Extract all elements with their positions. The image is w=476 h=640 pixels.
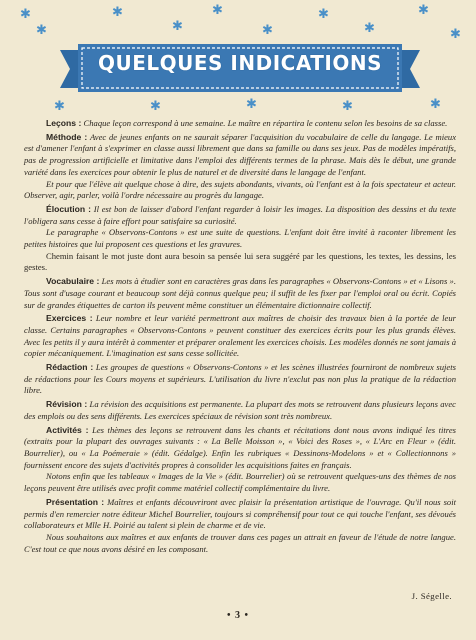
section-text: Il est bon de laisser d'abord l'enfant regarder à loisir les images. La disposition des dessins et du texte l'obligera sans cesse à faire effort pour satisfaire sa curiosité. <box>24 203 456 226</box>
section-exercices <box>24 313 456 360</box>
star-icon: ✱ <box>364 21 375 36</box>
section-text: Le paragraphe « Observons-Contons » est une suite de questions. L'enfant doit être invité à raconter librement les petites histoires que lui proposent ces questions et les gravures. <box>24 227 456 250</box>
section-text: Nous souhaitons aux maîtres et aux enfants de trouver dans ces pages un attrait en faveur de l'étude de notre langue. C'est tout ce que nous avons désiré en les composant. <box>24 531 456 554</box>
section-text: Chemin faisant le mot juste dont aura besoin sa pensée lui sera suggéré par les questions, les textes, les dessins, les gestes. <box>24 250 456 273</box>
section-heading: Rédaction : <box>46 362 94 373</box>
section-heading: Élocution : <box>46 203 91 214</box>
title-banner <box>60 40 420 96</box>
star-icon: ✱ <box>418 3 429 18</box>
section-elocution-extra <box>24 251 456 274</box>
section-text: Et pour que l'élève ait quelque chose à dire, des sujets abondants, vivants, où l'enfant est à la fois spectateur et acteur. Observer, agir, parler, voilà l'ordre nécessaire au progrès du langage. <box>24 178 456 201</box>
page-title: QUELQUES INDICATIONS <box>98 51 382 75</box>
section-vocabulaire <box>24 276 456 311</box>
star-icon: ✱ <box>318 7 329 22</box>
section-text: Les thèmes des leçons se retrouvent dans les chants et récitations dont nous avons indiqué les titres (extraits pour la plupart des ouvrages suivants : « La Belle Moisson », « Voici des Roses », « L'Arc en Fleur » (édit. Bourrelier), ou « La Poémeraie » (édit. Gédalge). Enfin les rubriques « Dessinons-Modelons » et « Collectionnons » fournissent encore des sujets d'activités propres à consolider les acquisitions faites en français. <box>24 424 456 470</box>
section-text: Notons enfin que les tableaux « Images de la Vie » (édit. Bourrelier) où se retrouvent quelques-uns des thèmes de nos leçons peuvent être utilisés avec profit comme matériel collectif complémentaire du livre. <box>24 471 456 494</box>
section-text: Maîtres et enfants découvriront avec plaisir la présentation artistique de l'ouvrage. Qu'il nous soit permis d'en remercier notre éditeur Michel Bourrelier, toujours si compréhensif pour tout ce qui touche l'enfant, ses dévoués collaborateurs et Mlle H. Poirié au talent si plein de charme et de vie. <box>24 496 457 531</box>
section-text: Les groupes de questions « Observons-Contons » et les scènes illustrées fourniront de nombreux sujets de rédactions pour les Cours moyens et supérieurs. L'utilisation du livre n'exclut pas non plus la pratique de la rédaction libre. <box>24 362 456 396</box>
star-icon: ✱ <box>212 3 223 18</box>
section-text: La révision des acquisitions est permanente. La plupart des mots se retrouvent dans plusieurs leçons avec des emplois ou des sens différents. Les exercices spéciaux de révision sont très nombreux. <box>24 399 456 421</box>
section-heading: Activités : <box>46 424 89 435</box>
star-icon: ✱ <box>20 7 31 22</box>
section-methode <box>24 132 456 179</box>
section-text: Avec de jeunes enfants on ne saurait séparer l'acquisition du vocabulaire de celle du langage. Le mieux est d'amener l'enfant à s'exprimer en classe aussi librement que dans sa famille ou dans ses jeux. Pas de modèles impératifs, pas de progression artificielle et limitative dans l'emploi des différents termes de la phrase. Mais dès le début, une grande variété dans les exercices pour obtenir le plus de naturel et de diversité dans le langage de l'enfant. <box>24 131 457 177</box>
section-heading: Révision : <box>46 399 88 410</box>
section-heading: Leçons : <box>46 118 82 128</box>
star-icon: ✱ <box>112 5 123 20</box>
section-activites-extra <box>24 471 456 494</box>
star-icon: ✱ <box>342 99 353 114</box>
section-heading: Exercices : <box>46 313 93 324</box>
star-icon: ✱ <box>450 27 461 42</box>
section-activites <box>24 425 456 472</box>
section-redaction <box>24 362 456 397</box>
instructions-text <box>24 118 456 555</box>
star-icon: ✱ <box>36 23 47 38</box>
author-signature: J. Ségelle. <box>411 591 452 601</box>
section-heading: Présentation : <box>46 496 105 507</box>
page-number: • 3 • <box>226 610 249 621</box>
section-elocution <box>24 204 456 227</box>
star-icon: ✱ <box>54 99 65 114</box>
star-icon: ✱ <box>430 97 441 112</box>
section-lecons <box>24 118 456 130</box>
section-revision <box>24 399 456 422</box>
star-icon: ✱ <box>172 19 183 34</box>
star-icon: ✱ <box>262 23 273 38</box>
star-icon: ✱ <box>246 97 257 112</box>
section-text: Leur nombre et leur variété permettront aux maîtres de choisir des travaux bien à la portée de leur classe. Certains paragraphes « Observons-Contons » peuvent constituer des exercices écrits pour les plus grands élèves. Avec les petits il y aura intérêt à commenter et préparer oralement les exercices choisis. Les modèles donnés ne sont jamais à copier mécaniquement. L'imagination est sans cesse sollicitée. <box>24 313 457 359</box>
section-presentation <box>24 497 456 532</box>
section-methode-extra <box>24 179 456 202</box>
section-elocution-extra <box>24 227 456 250</box>
section-presentation-extra <box>24 532 456 555</box>
section-text: Chaque leçon correspond à une semaine. Le maître en répartira le contenu selon les besoins de sa classe. <box>83 118 448 128</box>
section-heading: Méthode : <box>46 131 88 142</box>
star-icon: ✱ <box>150 99 161 114</box>
section-heading: Vocabulaire : <box>46 276 100 287</box>
section-text: Les mots à étudier sont en caractères gras dans les paragraphes « Observons-Contons » et « Lisons ». Tous sont d'usage courant et beaucoup sont déjà connus quelque peu; il suffit de les fixer par l'emploi oral ou écrit. Copiés sur de grandes étiquettes de carton ils peuvent même constituer un élémentaire dictionnaire collectif. <box>24 276 456 310</box>
